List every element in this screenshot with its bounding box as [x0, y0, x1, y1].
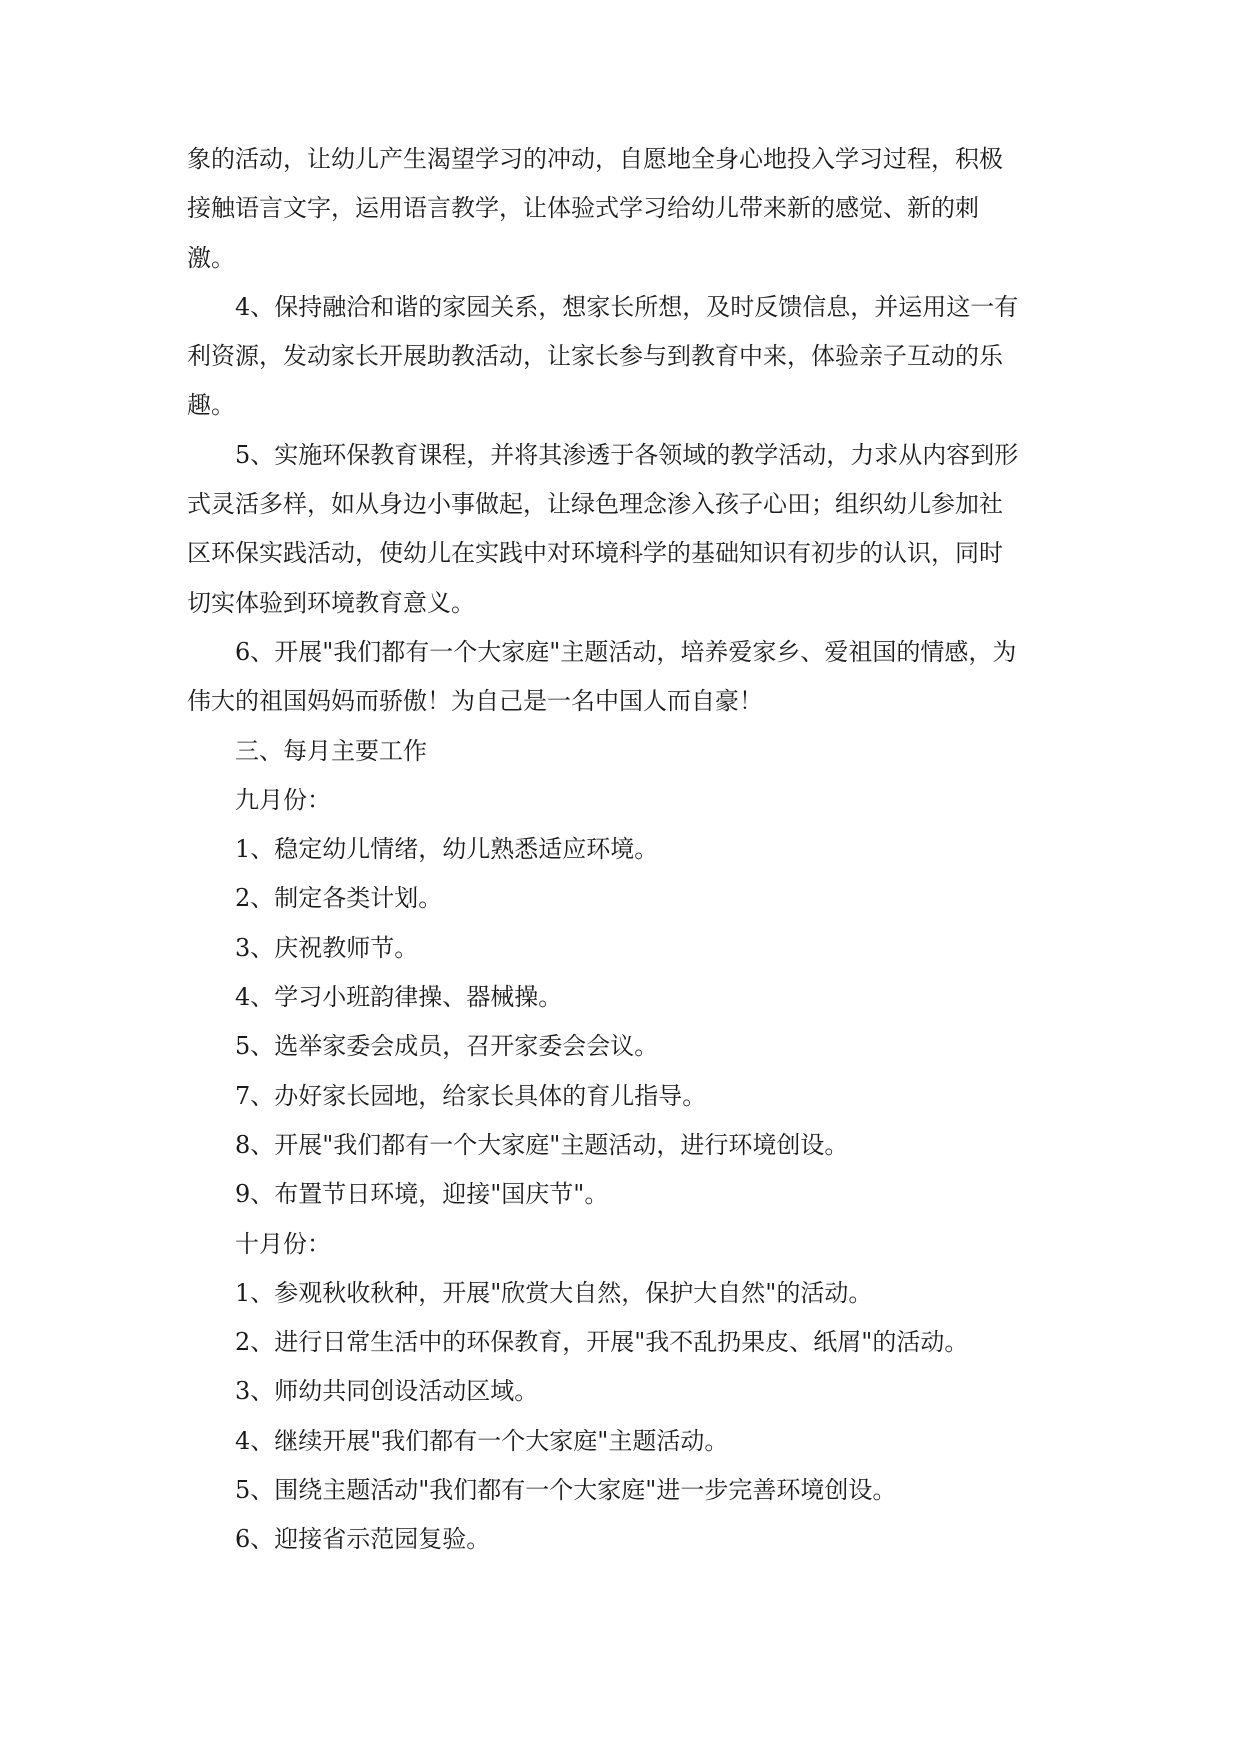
document-body — [187, 135, 1053, 1565]
text-line: 5、选举家委会成员，召开家委会会议。 — [235, 1032, 659, 1061]
text-line: 9、布置节日环境，迎接"国庆节"。 — [235, 1180, 609, 1209]
text-line: 式灵活多样，如从身边小事做起，让绿色理念渗入孩子心田；组织幼儿参加社 — [187, 490, 1003, 519]
text-line: 2、进行日常生活中的环保教育，开展"我不乱扔果皮、纸屑"的活动。 — [235, 1328, 969, 1357]
text-line: 接触语言文字，运用语言教学，让体验式学习给幼儿带来新的感觉、新的刺 — [187, 194, 979, 223]
text-line: 象的活动，让幼儿产生渴望学习的冲动，自愿地全身心地投入学习过程，积极 — [187, 145, 1003, 173]
text-line: 利资源，发动家长开展助教活动，让家长参与到教育中来，体验亲子互动的乐 — [187, 342, 1003, 371]
text-line: 区环保实践活动，使幼儿在实践中对环境科学的基础知识有初步的认识，同时 — [187, 539, 1003, 568]
text-line: 4、继续开展"我们都有一个大家庭"主题活动。 — [235, 1426, 729, 1455]
text-line: 趣。 — [187, 391, 235, 420]
text-line: 4、学习小班韵律操、器械操。 — [235, 983, 563, 1012]
text-line: 1、参观秋收秋种，开展"欣赏大自然，保护大自然"的活动。 — [235, 1278, 873, 1307]
text-line: 1、稳定幼儿情绪，幼儿熟悉适应环境。 — [235, 835, 659, 864]
text-line: 切实体验到环境教育意义。 — [187, 588, 475, 617]
text-line: 3、师幼共同创设活动区域。 — [235, 1377, 539, 1406]
text-line: 5、围绕主题活动"我们都有一个大家庭"进一步完善环境创设。 — [235, 1476, 897, 1505]
text-line: 激。 — [187, 243, 235, 272]
text-line: 5、实施环保教育课程，并将其渗透于各领域的教学活动，力求从内容到形 — [235, 440, 1019, 469]
text-line: 6、开展"我们都有一个大家庭"主题活动，培养爱家乡、爱祖国的情感，为 — [235, 637, 1017, 666]
text-line: 十月份： — [235, 1229, 331, 1258]
text-line: 7、办好家长园地，给家长具体的育儿指导。 — [235, 1081, 707, 1110]
text-line: 2、制定各类计划。 — [235, 884, 443, 913]
text-line: 8、开展"我们都有一个大家庭"主题活动，进行环境创设。 — [235, 1130, 849, 1159]
text-line: 伟大的祖国妈妈而骄傲！为自己是一名中国人而自豪！ — [187, 687, 763, 716]
text-line: 4、保持融洽和谐的家园关系，想家长所想，及时反馈信息，并运用这一有 — [235, 292, 1019, 321]
text-line: 3、庆祝教师节。 — [235, 933, 419, 962]
text-line: 三、每月主要工作 — [235, 736, 427, 765]
text-line: 九月份： — [235, 785, 331, 814]
text-line: 6、迎接省示范园复验。 — [235, 1525, 491, 1554]
